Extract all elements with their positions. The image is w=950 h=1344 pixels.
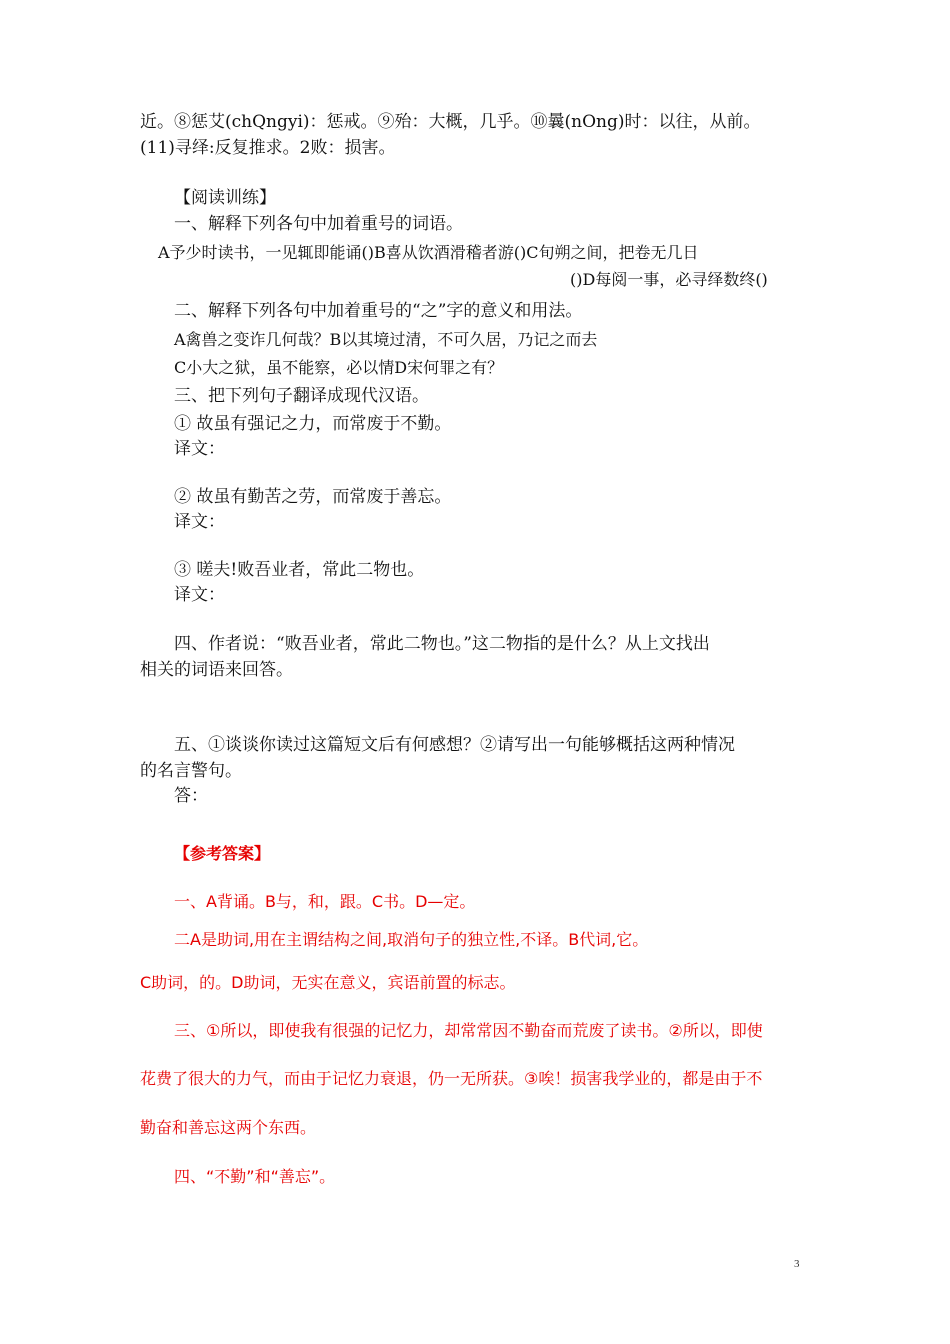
answer-1: 一、A背诵。B与，和，跟。C书。D—定。	[174, 892, 476, 911]
notes-line-1: 近。⑧惩艾(chQngyi)：惩戒。⑨殆：大概，几乎。⑩曩(nOng)时：以往，从前。	[140, 112, 761, 132]
answer-2-line-1: 二A是助词,用在主谓结构之间,取消句子的独立性,不译。B代词,它。	[174, 930, 649, 949]
q3-title: 三、把下列句子翻译成现代汉语。	[174, 386, 429, 406]
q4-line-1: 四、作者说：“败吾业者，常此二物也。”这二物指的是什么？从上文找出	[174, 634, 710, 654]
q2-line-1: A禽兽之变诈几何哉？B以其境过清，不可久居，乃记之而去	[174, 330, 598, 349]
answer-3-line-3: 勤奋和善忘这两个东西。	[140, 1118, 317, 1137]
q3-sentence-1: ① 故虽有强记之力，而常废于不勤。	[174, 414, 452, 434]
page-number: 3	[794, 1258, 800, 1270]
q3-sentence-2: ② 故虽有勤苦之劳，而常废于善忘。	[174, 487, 452, 507]
q1-line-1: A予少时读书，一见辄即能诵()B喜从饮酒滑稽者游()C旬朔之间，把卷无几日	[158, 243, 699, 262]
q3-translation-label-3: 译文：	[174, 585, 225, 605]
notes-line-2: (11)寻绎:反复推求。2败：损害。	[140, 138, 396, 158]
q5-line-2: 的名言警句。	[140, 761, 242, 781]
q2-line-2: C小大之狱，虽不能察，必以情D宋何罪之有？	[174, 358, 504, 377]
answer-3-line-2: 花费了很大的力气，而由于记忆力衰退，仍一无所获。③唉！损害我学业的，都是由于不	[140, 1069, 763, 1088]
q1-title: 一、解释下列各句中加着重号的词语。	[174, 214, 463, 234]
q4-line-2: 相关的词语来回答。	[140, 660, 293, 680]
q1-line-2: ()D每阅一事，必寻绎数终()	[570, 270, 768, 289]
answer-3-line-1: 三、①所以，即使我有很强的记忆力，却常常因不勤奋而荒废了读书。②所以，即使	[174, 1021, 763, 1040]
training-heading: 【阅读训练】	[174, 188, 276, 208]
q5-line-1: 五、①谈谈你读过这篇短文后有何感想？②请写出一句能够概括这两种情况	[174, 735, 735, 755]
q3-translation-label-2: 译文：	[174, 512, 225, 532]
q5-answer-label: 答：	[174, 786, 208, 806]
q3-translation-label-1: 译文：	[174, 439, 225, 459]
answer-2-line-2: C助词，的。D助词，无实在意义，宾语前置的标志。	[140, 973, 516, 992]
q3-sentence-3: ③ 嗟夫!败吾业者，常此二物也。	[174, 560, 425, 580]
answer-4: 四、“不勤”和“善忘”。	[174, 1167, 336, 1186]
q2-title: 二、解释下列各句中加着重号的“之”字的意义和用法。	[174, 301, 583, 321]
answers-heading: 【参考答案】	[174, 844, 271, 863]
